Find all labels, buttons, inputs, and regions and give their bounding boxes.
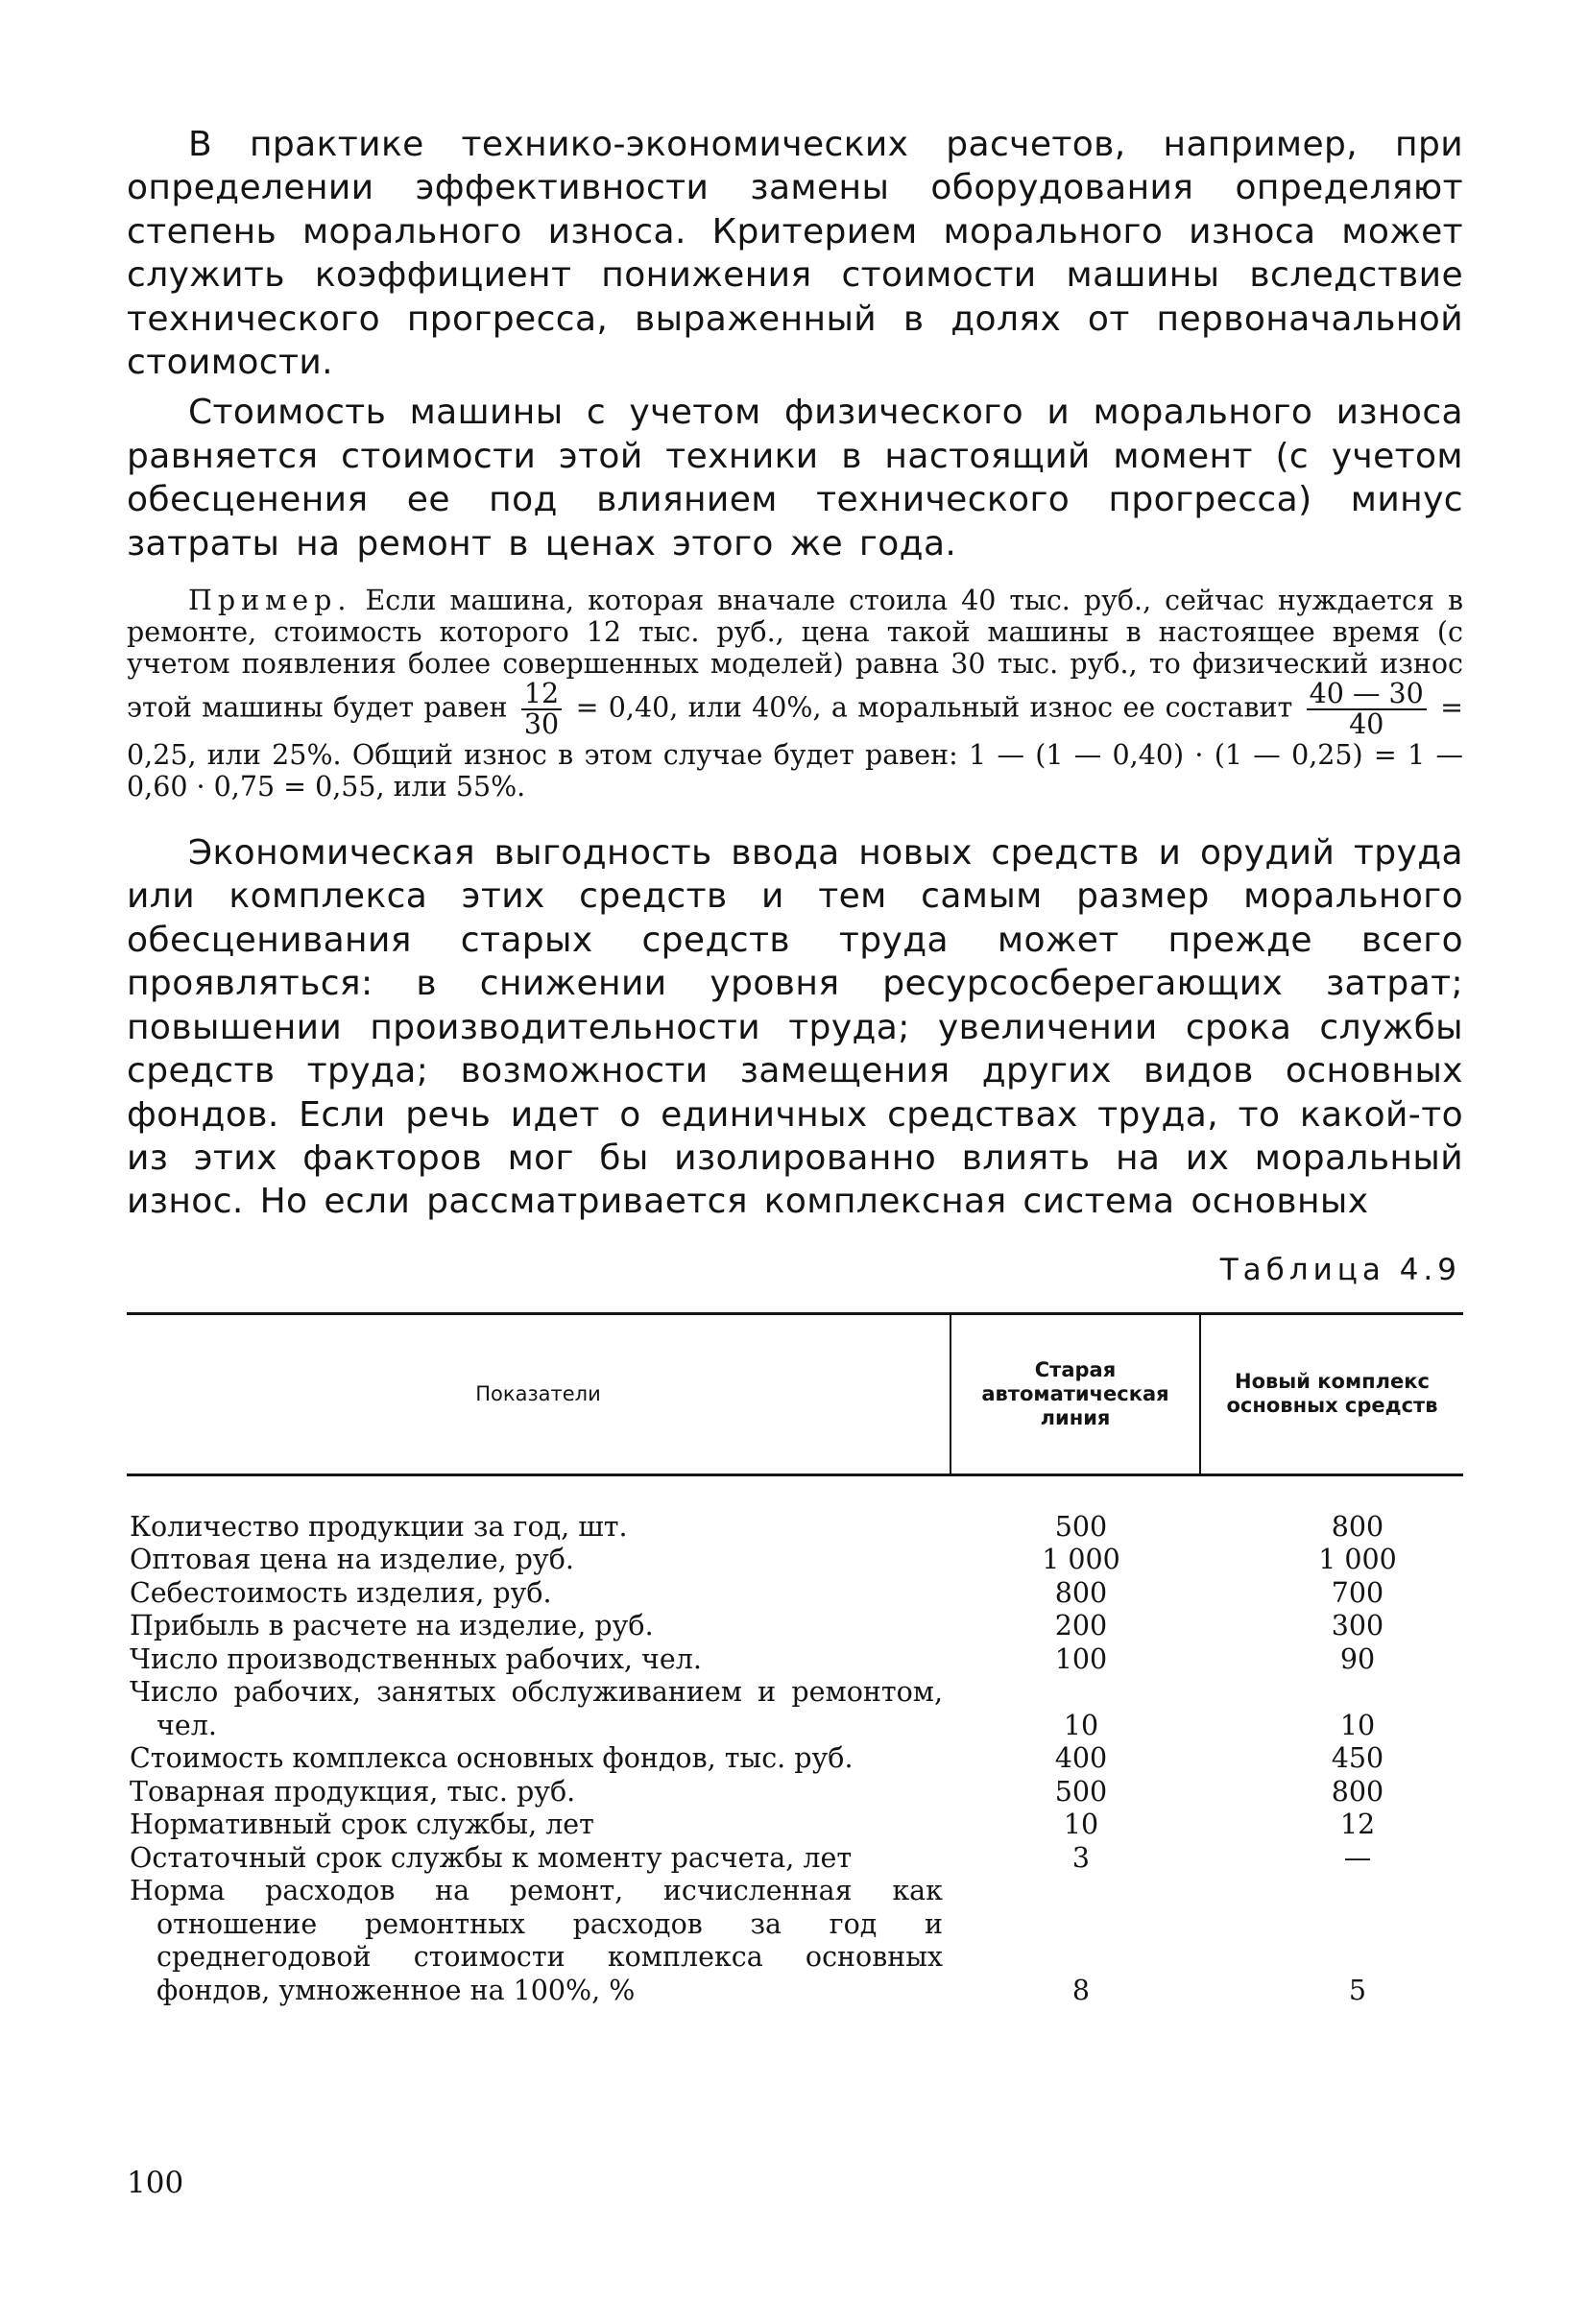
example-label: Пример. — [188, 585, 352, 617]
row-indicator-text: Товарная продукция, тыс. руб. — [130, 1775, 576, 1808]
table-header-row — [127, 1313, 1463, 1474]
example-text-5: = 0,25, или 25%. Общий износ в — [127, 691, 1464, 772]
row-value-old: 8 — [1071, 1974, 1091, 2006]
row-value-new: 5 — [1348, 1974, 1367, 2006]
example-block — [127, 585, 1463, 803]
row-value-old: 800 — [1054, 1576, 1108, 1609]
example-text-6: этом случае будет равен: 1 — (1 — 0,40) · (1 — 0,25) = 1 — 0,60 · 0,75 = 0,55, или 55%. — [127, 739, 1464, 803]
row-value-old: 500 — [1054, 1775, 1108, 1808]
row-value-old: 10 — [1063, 1809, 1099, 1841]
header-indicators: Показатели — [475, 1381, 601, 1405]
table-row — [127, 1842, 1463, 1876]
table-row — [127, 1474, 1463, 1544]
row-indicator-text: Норма расходов на ремонт, исчисленная как отношение ремонтных расходов за год и среднегодовой стоимости комплекса основных фондов, умноженное на 100%, % — [130, 1875, 943, 2006]
example-text-4: 40%, а моральный износ ее составит — [752, 691, 1293, 724]
row-indicator-label — [127, 1776, 950, 1809]
row-indicator-label — [127, 1742, 950, 1776]
row-value-new: 800 — [1331, 1775, 1384, 1808]
row-indicator-text: Остаточный срок службы к моменту расчета, лет — [130, 1841, 853, 1874]
paragraph-moral-wear-intro: В практике технико-экономических расчетов, например, при определении эффективности замены оборудования определяют степень морального износа. Критерием морального износа может служить коэффициент понижения стоимости машины вследствие технического прогресса, выраженный в долях от первоначальной стоимости. — [127, 125, 1463, 383]
paragraph-machine-cost: Стоимость машины с учетом физического и морального износа равняется стоимости этой техники в настоящий момент (с учетом обесценения ее под влиянием технического прогресса) минус затраты на ремонт в ценах этого же года. — [127, 393, 1463, 563]
table-caption: Таблица 4.9 — [1219, 1252, 1461, 1287]
table-row — [127, 1875, 1463, 2007]
row-indicator-label — [127, 1577, 950, 1611]
indicators-table — [127, 1312, 1463, 2008]
row-indicator-label — [127, 1809, 950, 1842]
row-indicator-text: Нормативный срок службы, лет — [130, 1809, 594, 1841]
row-value-old: 1 000 — [1042, 1544, 1120, 1576]
table-row — [127, 1577, 1463, 1611]
table-row — [127, 1742, 1463, 1776]
page-content — [127, 123, 1463, 2007]
fraction-moral-wear — [1307, 680, 1427, 739]
table-row — [127, 1610, 1463, 1643]
row-value-new: 90 — [1339, 1642, 1376, 1675]
row-indicator-label — [127, 1875, 950, 2007]
table-row — [127, 1809, 1463, 1842]
example-text-2: 30 тыс. руб., то физический износ этой машины будет равен — [127, 648, 1464, 724]
table-body — [127, 1474, 1463, 2007]
row-value-old: 100 — [1054, 1642, 1108, 1675]
row-indicator-text: Прибыль в расчете на изделие, руб. — [130, 1610, 654, 1642]
row-value-new: 1 000 — [1318, 1544, 1397, 1576]
table-row — [127, 1776, 1463, 1809]
fraction-moral-numerator: 40 — 30 — [1307, 680, 1427, 710]
row-indicator-label — [127, 1544, 950, 1577]
row-indicator-label — [127, 1676, 950, 1742]
row-value-new: 10 — [1339, 1709, 1376, 1741]
row-value-new: 800 — [1331, 1510, 1384, 1543]
row-indicator-label — [127, 1474, 950, 1544]
header-new-complex: Новый комплекс основных средств — [1226, 1370, 1438, 1418]
row-value-new: 12 — [1339, 1809, 1376, 1841]
example-text-3: = 0,40, или — [575, 691, 742, 724]
row-value-old: 200 — [1054, 1610, 1108, 1642]
row-value-old: 500 — [1054, 1510, 1108, 1543]
row-value-new: 300 — [1331, 1610, 1384, 1642]
row-value-old: 10 — [1063, 1709, 1099, 1741]
row-indicator-text: Количество продукции за год, шт. — [130, 1510, 628, 1543]
row-indicator-label — [127, 1643, 950, 1677]
fraction-physical-wear — [521, 680, 562, 739]
page-number: 100 — [127, 2166, 184, 2200]
fraction-moral-denominator: 40 — [1349, 708, 1384, 741]
fraction-physical-numerator: 12 — [521, 680, 562, 710]
row-value-old: 3 — [1071, 1841, 1091, 1874]
fraction-physical-denominator: 30 — [523, 708, 560, 741]
example-text-1: Если машина, которая вначале стоила 40 тыс. руб., сейчас нуждается в ремонте, стоимость которого 12 тыс. руб., цена такой машины в настоящее время (с учетом появления более совершенных моделей) равна — [127, 585, 1463, 681]
table-row — [127, 1676, 1463, 1742]
row-value-new: 450 — [1331, 1742, 1384, 1775]
row-indicator-text: Число производственных рабочих, чел. — [130, 1642, 702, 1675]
paragraph-economic-benefit: Экономическая выгодность ввода новых средств и орудий труда или комплекса этих средств и тем самым размер морального обесценивания старых средств труда может прежде всего проявляться: в снижении уровня ресурсосберегающих затрат; повышении производительности труда; увеличении срока службы средств труда; возможности замещения других видов основных фондов. Если речь идет о единичных средствах труда, то какой-то из этих факторов мог бы изолированно влиять на их моральный износ. Но если рассматривается комплексная система основных — [127, 833, 1463, 1222]
table-row — [127, 1544, 1463, 1577]
row-indicator-text: Оптовая цена на изделие, руб. — [130, 1544, 574, 1576]
header-old-line: Старая автоматическая линия — [950, 1313, 1200, 1474]
row-indicator-text: Число рабочих, занятых обслуживанием и ремонтом, чел. — [130, 1676, 943, 1741]
row-indicator-text: Стоимость комплекса основных фондов, тыс. руб. — [130, 1742, 854, 1775]
table-row — [127, 1643, 1463, 1677]
row-indicator-text: Себестоимость изделия, руб. — [130, 1576, 552, 1609]
row-indicator-label — [127, 1610, 950, 1643]
row-value-old: 400 — [1054, 1742, 1108, 1775]
row-value-new: — — [1343, 1841, 1372, 1874]
row-indicator-label — [127, 1842, 950, 1876]
row-value-new: 700 — [1331, 1576, 1384, 1609]
